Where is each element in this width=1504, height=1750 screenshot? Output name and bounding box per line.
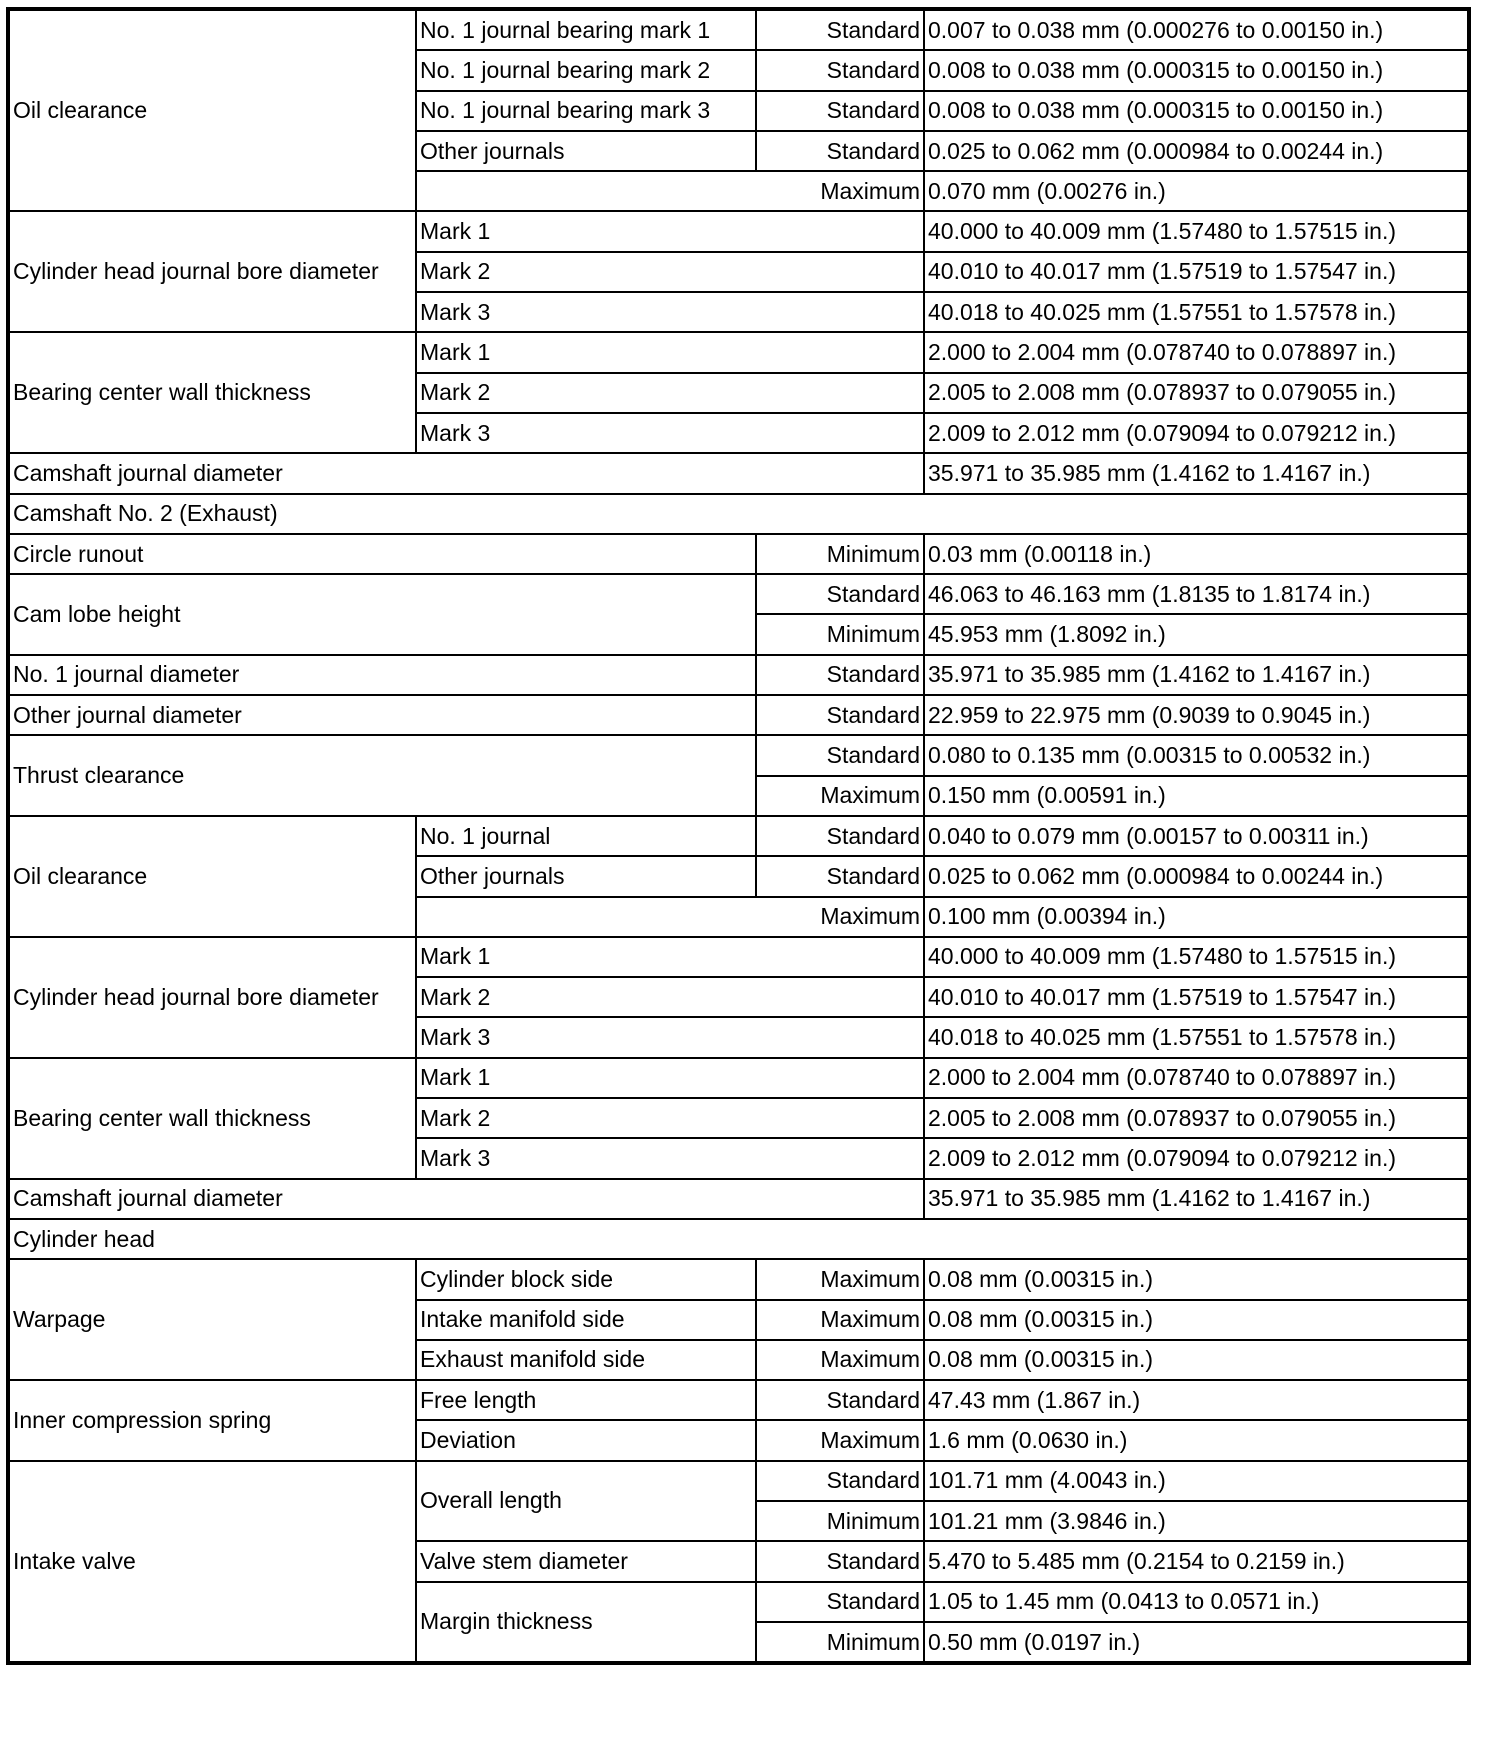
- sub-item-label: Intake manifold side: [416, 1300, 756, 1340]
- sub-item-label: Valve stem diameter: [416, 1541, 756, 1581]
- spec-value: 0.008 to 0.038 mm (0.000315 to 0.00150 in.): [924, 91, 1469, 131]
- item-label: Intake valve: [8, 1461, 416, 1663]
- condition-label: Standard: [756, 1461, 924, 1501]
- spec-value: 0.040 to 0.079 mm (0.00157 to 0.00311 in.): [924, 816, 1469, 856]
- item-label: Cam lobe height: [8, 574, 756, 655]
- sub-item-label: Mark 3: [416, 1017, 924, 1057]
- table-row: [8, 816, 1469, 856]
- spec-value: 2.005 to 2.008 mm (0.078937 to 0.079055 in.): [924, 373, 1469, 413]
- condition-label: Maximum: [756, 776, 924, 816]
- item-label: Circle runout: [8, 534, 756, 574]
- condition-label: Minimum: [756, 614, 924, 654]
- spec-value: 1.05 to 1.45 mm (0.0413 to 0.0571 in.): [924, 1582, 1469, 1622]
- condition-label: Standard: [756, 50, 924, 90]
- table-row: [8, 655, 1469, 695]
- section-header-row: [8, 1219, 1469, 1259]
- spec-value: 40.010 to 40.017 mm (1.57519 to 1.57547 in.): [924, 252, 1469, 292]
- section-header-row: [8, 494, 1469, 534]
- spec-value: 0.50 mm (0.0197 in.): [924, 1622, 1469, 1663]
- item-label: Inner compression spring: [8, 1380, 416, 1461]
- table-row: [8, 1259, 1469, 1299]
- spec-value: 40.018 to 40.025 mm (1.57551 to 1.57578 in.): [924, 292, 1469, 332]
- spec-value: 47.43 mm (1.867 in.): [924, 1380, 1469, 1420]
- sub-item-label: No. 1 journal bearing mark 1: [416, 9, 756, 50]
- sub-item-label: Other journals: [416, 131, 756, 171]
- item-label: Oil clearance: [8, 9, 416, 211]
- sub-item-label: Free length: [416, 1380, 756, 1420]
- sub-item-label: Mark 2: [416, 977, 924, 1017]
- section-title: Camshaft No. 2 (Exhaust): [8, 494, 1469, 534]
- spec-value: 46.063 to 46.163 mm (1.8135 to 1.8174 in.): [924, 574, 1469, 614]
- table-row: [8, 1179, 1469, 1219]
- table-row: [8, 332, 1469, 372]
- item-label: Warpage: [8, 1259, 416, 1380]
- table-row: [8, 695, 1469, 735]
- spec-value: 0.080 to 0.135 mm (0.00315 to 0.00532 in.): [924, 735, 1469, 775]
- condition-label: Maximum: [416, 897, 924, 937]
- sub-item-label: Mark 3: [416, 413, 924, 453]
- condition-label: Standard: [756, 1380, 924, 1420]
- spec-value: 1.6 mm (0.0630 in.): [924, 1420, 1469, 1460]
- condition-label: Standard: [756, 856, 924, 896]
- item-label: Other journal diameter: [8, 695, 756, 735]
- sub-item-label: Exhaust manifold side: [416, 1340, 756, 1380]
- sub-item-label: No. 1 journal bearing mark 2: [416, 50, 756, 90]
- spec-value: 22.959 to 22.975 mm (0.9039 to 0.9045 in.): [924, 695, 1469, 735]
- condition-label: Standard: [756, 131, 924, 171]
- spec-value: 35.971 to 35.985 mm (1.4162 to 1.4167 in.): [924, 453, 1469, 493]
- spec-value: 0.070 mm (0.00276 in.): [924, 171, 1469, 211]
- item-label: No. 1 journal diameter: [8, 655, 756, 695]
- spec-value: 2.009 to 2.012 mm (0.079094 to 0.079212 in.): [924, 1138, 1469, 1178]
- condition-label: Standard: [756, 1582, 924, 1622]
- spec-value: 2.000 to 2.004 mm (0.078740 to 0.078897 in.): [924, 332, 1469, 372]
- spec-value: 0.08 mm (0.00315 in.): [924, 1340, 1469, 1380]
- spec-value: 2.005 to 2.008 mm (0.078937 to 0.079055 in.): [924, 1098, 1469, 1138]
- condition-label: Standard: [756, 574, 924, 614]
- sub-item-label: Mark 2: [416, 252, 924, 292]
- spec-value: 45.953 mm (1.8092 in.): [924, 614, 1469, 654]
- sub-item-label: Mark 1: [416, 211, 924, 251]
- item-label: Bearing center wall thickness: [8, 1058, 416, 1179]
- spec-value: 0.007 to 0.038 mm (0.000276 to 0.00150 in.): [924, 9, 1469, 50]
- condition-label: Standard: [756, 816, 924, 856]
- sub-item-label: Mark 1: [416, 937, 924, 977]
- condition-label: Maximum: [756, 1259, 924, 1299]
- table-row: [8, 534, 1469, 574]
- section-title: Cylinder head: [8, 1219, 1469, 1259]
- spec-value: 40.000 to 40.009 mm (1.57480 to 1.57515 in.): [924, 211, 1469, 251]
- spec-value: 0.08 mm (0.00315 in.): [924, 1300, 1469, 1340]
- condition-label: Standard: [756, 91, 924, 131]
- condition-label: Maximum: [756, 1300, 924, 1340]
- condition-label: Standard: [756, 735, 924, 775]
- item-label: Cylinder head journal bore diameter: [8, 211, 416, 332]
- table-row: [8, 1380, 1469, 1420]
- sub-item-label: Mark 2: [416, 1098, 924, 1138]
- table-row: [8, 211, 1469, 251]
- spec-value: 40.018 to 40.025 mm (1.57551 to 1.57578 in.): [924, 1017, 1469, 1057]
- sub-item-label: Other journals: [416, 856, 756, 896]
- spec-value: 101.21 mm (3.9846 in.): [924, 1501, 1469, 1541]
- spec-value: 35.971 to 35.985 mm (1.4162 to 1.4167 in.): [924, 655, 1469, 695]
- spec-value: 40.000 to 40.009 mm (1.57480 to 1.57515 in.): [924, 937, 1469, 977]
- spec-value: 0.100 mm (0.00394 in.): [924, 897, 1469, 937]
- spec-value: 40.010 to 40.017 mm (1.57519 to 1.57547 in.): [924, 977, 1469, 1017]
- item-label: Cylinder head journal bore diameter: [8, 937, 416, 1058]
- condition-label: Standard: [756, 655, 924, 695]
- spec-value: 0.03 mm (0.00118 in.): [924, 534, 1469, 574]
- table-row: [8, 735, 1469, 775]
- spec-value: 2.009 to 2.012 mm (0.079094 to 0.079212 in.): [924, 413, 1469, 453]
- condition-label: Minimum: [756, 1501, 924, 1541]
- item-label: Bearing center wall thickness: [8, 332, 416, 453]
- spec-value: 0.025 to 0.062 mm (0.000984 to 0.00244 in.): [924, 131, 1469, 171]
- spec-value: 35.971 to 35.985 mm (1.4162 to 1.4167 in.): [924, 1179, 1469, 1219]
- spec-value: 101.71 mm (4.0043 in.): [924, 1461, 1469, 1501]
- spec-value: 0.008 to 0.038 mm (0.000315 to 0.00150 in.): [924, 50, 1469, 90]
- spec-value: 0.025 to 0.062 mm (0.000984 to 0.00244 in.): [924, 856, 1469, 896]
- sub-item-label: Mark 1: [416, 1058, 924, 1098]
- sub-item-label: Cylinder block side: [416, 1259, 756, 1299]
- item-label: Camshaft journal diameter: [8, 453, 924, 493]
- table-row: [8, 9, 1469, 50]
- table-row: [8, 453, 1469, 493]
- item-label: Thrust clearance: [8, 735, 756, 816]
- spec-value: 2.000 to 2.004 mm (0.078740 to 0.078897 in.): [924, 1058, 1469, 1098]
- table-row: [8, 1058, 1469, 1098]
- sub-item-label: Mark 3: [416, 292, 924, 332]
- condition-label: Minimum: [756, 534, 924, 574]
- condition-label: Maximum: [756, 1340, 924, 1380]
- table-row: [8, 574, 1469, 614]
- spec-value: 5.470 to 5.485 mm (0.2154 to 0.2159 in.): [924, 1541, 1469, 1581]
- table-row: [8, 937, 1469, 977]
- sub-item-label: Mark 3: [416, 1138, 924, 1178]
- sub-item-label: Overall length: [416, 1461, 756, 1542]
- specification-table: [6, 7, 1471, 1665]
- spec-value: 0.08 mm (0.00315 in.): [924, 1259, 1469, 1299]
- condition-label: Standard: [756, 695, 924, 735]
- condition-label: Minimum: [756, 1622, 924, 1663]
- sub-item-label: No. 1 journal: [416, 816, 756, 856]
- sub-item-label: Mark 2: [416, 373, 924, 413]
- condition-label: Standard: [756, 9, 924, 50]
- item-label: Camshaft journal diameter: [8, 1179, 924, 1219]
- condition-label: Maximum: [416, 171, 924, 211]
- sub-item-label: Deviation: [416, 1420, 756, 1460]
- spec-value: 0.150 mm (0.00591 in.): [924, 776, 1469, 816]
- sub-item-label: Mark 1: [416, 332, 924, 372]
- condition-label: Standard: [756, 1541, 924, 1581]
- table-row: [8, 1461, 1469, 1501]
- sub-item-label: No. 1 journal bearing mark 3: [416, 91, 756, 131]
- condition-label: Maximum: [756, 1420, 924, 1460]
- item-label: Oil clearance: [8, 816, 416, 937]
- sub-item-label: Margin thickness: [416, 1582, 756, 1664]
